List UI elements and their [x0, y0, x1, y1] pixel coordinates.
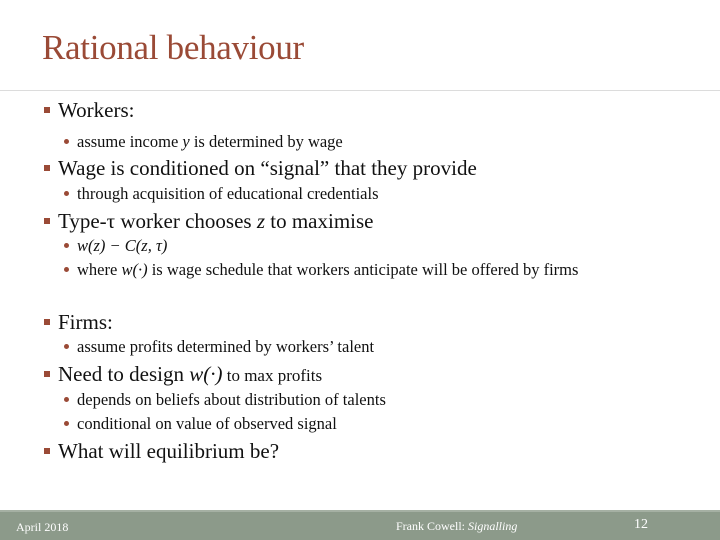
bullet-workers — [44, 98, 134, 122]
dot-bullet-icon — [64, 344, 69, 349]
math-variable: w(·) — [189, 362, 223, 386]
bullet-text: What will equilibrium be? — [58, 439, 280, 463]
dot-bullet-icon — [64, 267, 69, 272]
sub-bullet-firms-profits — [64, 337, 374, 357]
square-bullet-icon — [44, 371, 50, 377]
dot-bullet-icon — [64, 191, 69, 196]
bullet-firms — [44, 310, 113, 334]
bullet-wage — [44, 156, 477, 180]
bullet-text: depends on beliefs about distribution of talents — [77, 390, 386, 409]
footer-topic: Signalling — [468, 519, 518, 533]
sub-bullet-type-formula — [64, 236, 167, 256]
bullet-text: Type-τ worker chooses — [58, 209, 257, 233]
slide-footer — [0, 512, 720, 540]
bullet-equilibrium — [44, 439, 279, 463]
dot-bullet-icon — [64, 397, 69, 402]
footer-author — [396, 519, 517, 534]
bullet-text: Wage is conditioned on “signal” that they provide — [58, 156, 477, 180]
bullet-text: to max profits — [222, 366, 323, 385]
dot-bullet-icon — [64, 421, 69, 426]
square-bullet-icon — [44, 107, 50, 113]
dot-bullet-icon — [64, 139, 69, 144]
sub-bullet-type-schedule — [64, 260, 578, 280]
bullet-text: where — [77, 260, 122, 279]
footer-author-name: Frank Cowell: — [396, 519, 468, 533]
square-bullet-icon — [44, 319, 50, 325]
page-number: 12 — [634, 517, 648, 532]
bullet-text: to maximise — [265, 209, 374, 233]
bullet-text: assume income — [77, 132, 183, 151]
dot-bullet-icon — [64, 243, 69, 248]
sub-bullet-need-signal — [64, 414, 337, 434]
bullet-text: Workers: — [58, 98, 135, 122]
bullet-need — [44, 362, 322, 388]
square-bullet-icon — [44, 165, 50, 171]
sub-bullet-wage-credentials — [64, 184, 379, 204]
bullet-type — [44, 209, 374, 233]
square-bullet-icon — [44, 218, 50, 224]
bullet-text: Firms: — [58, 310, 113, 334]
bullet-text: through acquisition of educational credentials — [77, 184, 379, 203]
bullet-text: is wage schedule that workers anticipate will be offered by firms — [147, 260, 579, 279]
bullet-text: is determined by wage — [189, 132, 343, 151]
footer-date: April 2018 — [16, 520, 69, 534]
sub-bullet-need-beliefs — [64, 390, 386, 410]
math-variable: w(·) — [121, 260, 148, 279]
math-formula: w(z) − C(z, τ) — [77, 236, 168, 255]
slide-title: Rational behaviour — [42, 28, 304, 67]
math-variable: z — [256, 209, 266, 233]
bullet-text: Need to design — [58, 362, 190, 386]
math-variable: y — [182, 132, 190, 151]
bullet-text: assume profits determined by workers’ talent — [77, 337, 375, 356]
sub-bullet-workers-income — [64, 132, 343, 152]
square-bullet-icon — [44, 448, 50, 454]
bullet-text: conditional on value of observed signal — [77, 414, 337, 433]
